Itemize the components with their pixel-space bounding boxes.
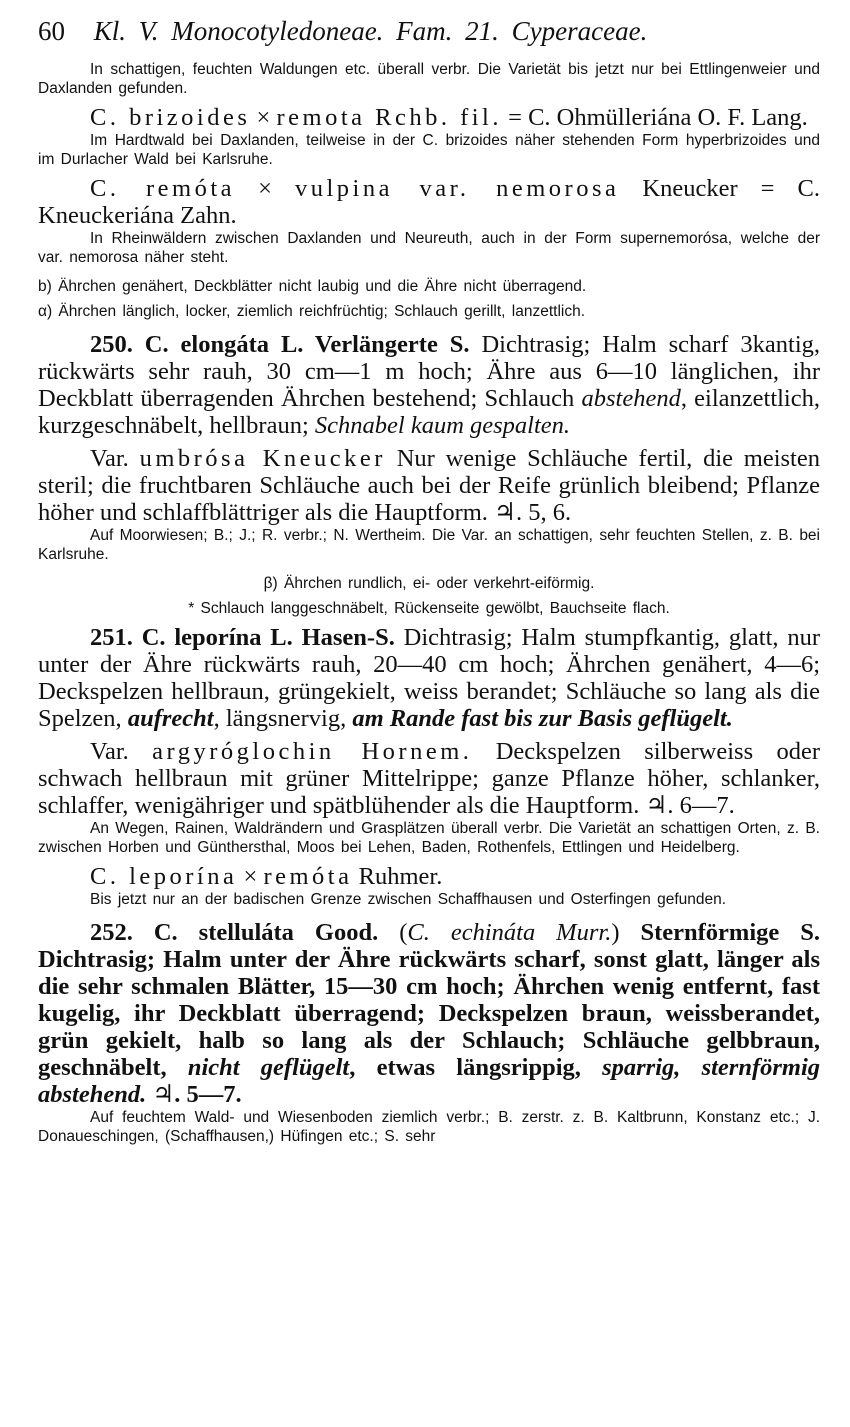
entry-text: , eilanzettlich, kurzgeschnäbelt, hellbraun; <box>38 385 820 439</box>
habitat-note: Im Hardtwald bei Daxlanden, teilweise in der C. brizoides näher stehenden Form hyperbrizoides und im Durlacher Wald bei Karlsruhe. <box>38 132 820 168</box>
habitat-note: Auf Moorwiesen; B.; J.; R. verbr.; N. Wertheim. Die Var. an schattigen, sehr feuchten Stellen, z. B. bei Karlsruhe. <box>38 527 820 563</box>
key-heading: α) Ährchen länglich, locker, ziemlich reichfrüchtig; Schlauch gerillt, lanzettlich. <box>38 303 586 320</box>
page-number: 60 <box>38 16 65 46</box>
hybrid-sign: × <box>237 863 264 890</box>
species-entry-252 <box>38 919 820 1108</box>
key-heading: b) Ährchen genähert, Deckblätter nicht laubig und die Ähre nicht überragend. <box>38 278 587 295</box>
entry-text: Kneucker = C. Kneuckeriána Zahn. <box>38 175 821 229</box>
hybrid-sign: × <box>235 175 295 202</box>
entry-italic: abstehend <box>581 385 681 412</box>
species-name: vulpina var. nemorosa <box>294 175 620 202</box>
entry-text: Dichtrasig; Halm scharf 3kantig, rückwärts sehr rauh, 30 cm—1 m hoch; Ähre aus 6—10 länglichen, ihr Deckblatt überragenden Ährchen bestehend; Schlauch <box>38 331 821 412</box>
habitat-note: An Wegen, Rainen, Waldrändern und Grasplätzen überall verbr. Die Varietät an schattigen Orten, z. B. zwischen Horben und Günthersthal, Moos bei Lehen, Baden, Rothenfels, Ettlingen und Heidelberg. <box>38 820 820 856</box>
habitat-note: In Rheinwäldern zwischen Daxlanden und Neureuth, auch in der Form supernemorósa, welche der var. nemorosa näher steht. <box>38 230 820 266</box>
entry-italic: aufrecht <box>127 705 214 732</box>
hybrid-sign: × <box>250 104 277 131</box>
variety-name: umbrósa Kneucker <box>139 445 386 472</box>
key-heading: * Schlauch langgeschnäbelt, Rückenseite gewölbt, Bauchseite flach. <box>188 600 670 617</box>
entry-text: , längsnervig, <box>213 705 353 732</box>
entry-italic: nicht geflügelt <box>187 1054 350 1081</box>
species-name: C. remóta <box>90 175 236 202</box>
entry-text: , etwas längsrippig, <box>349 1054 603 1081</box>
entry-text: Ruhmer. <box>352 863 443 890</box>
species-heading: 250. C. elongáta L. Verlängerte S. <box>90 331 470 358</box>
species-name: remóta <box>263 863 353 890</box>
entry-text: Dichtrasig; Halm stumpfkantig, glatt, nur unter der Ähre rückwärts rauh, 20—40 cm hoch; Ährchen genähert, 4—6; Deckspelzen hellbraun, grüngekielt, weiss berandet; Schläuche so lang als die Spelzen, <box>38 624 820 732</box>
header-title: Kl. V. Monocotyledoneae. Fam. 21. Cyperaceae. <box>93 16 648 46</box>
species-entry-250 <box>38 331 820 439</box>
running-header <box>38 14 820 48</box>
variety-name: argyróglochin Hornem. <box>152 738 473 765</box>
entry-text: ( <box>378 919 408 946</box>
entry-italic: sparrig, sternförmig abstehend. <box>38 1054 821 1108</box>
hybrid-entry <box>38 863 820 890</box>
entry-text: Var. <box>90 738 153 765</box>
entry-text: = C. Ohmülleriána O. F. Lang. <box>502 104 808 131</box>
synonym: C. echináta Murr. <box>407 919 612 946</box>
species-heading: 251. C. leporína L. Hasen-S. <box>90 624 395 651</box>
habitat-note: Auf feuchtem Wald- und Wiesenboden ziemlich verbr.; B. zerstr. z. B. Kaltbrunn, Konstanz etc.; J. Donaueschingen, (Schaffhausen,) Hüfingen etc.; S. sehr <box>38 1109 820 1145</box>
common-name: Sternförmige S. <box>640 919 820 946</box>
hybrid-entry <box>38 104 820 131</box>
species-entry-251 <box>38 624 820 732</box>
hybrid-entry <box>38 175 820 229</box>
entry-text: Deckspelzen silberweiss oder schwach hellbraun mit grüner Mittelrippe; ganze Pflanze höher, schlanker, schlaffer, wenigähriger und spätblühender als die Hauptform. ♃. 6—7. <box>38 738 820 819</box>
species-name: C. brizoides <box>90 104 251 131</box>
species-heading: 252. C. stelluláta Good. <box>90 919 379 946</box>
entry-text: Nur wenige Schläuche fertil, die meisten steril; die fruchtbaren Schläuche auch bei der Reife grünlich bleibend; Pflanze höher und schlaffblättriger als die Hauptform. ♃. 5, 6. <box>38 445 820 526</box>
variety-entry <box>38 445 820 526</box>
key-heading: β) Ährchen rundlich, ei- oder verkehrt-eiförmig. <box>263 575 595 592</box>
species-name: C. leporína <box>90 863 238 890</box>
entry-text: Var. <box>90 445 140 472</box>
species-name: remota Rchb. fil. <box>276 104 502 131</box>
entry-italic: Schnabel kaum gespalten. <box>314 412 571 439</box>
variety-entry <box>38 738 820 819</box>
entry-text: ♃. 5—7. <box>146 1081 242 1108</box>
entry-text: ) <box>611 919 641 946</box>
entry-italic: am Rande fast bis zur Basis geflügelt. <box>352 705 733 732</box>
habitat-note: Bis jetzt nur an der badischen Grenze zwischen Schaffhausen und Osterfingen gefunden. <box>90 891 727 908</box>
entry-text: Dichtrasig; Halm unter der Ähre rückwärts scharf, sonst glatt, länger als die sehr schmalen Blätter, 15—30 cm hoch; Ährchen wenig entfernt, fast kugelig, ihr Deckblatt überragend; Deckspelzen braun, weissberandet, grün gekielt, halb so lang als der Schlauch; Schläuche gelbbraun, geschnäbelt, <box>38 946 820 1081</box>
habitat-note: In schattigen, feuchten Waldungen etc. überall verbr. Die Varietät bis jetzt nur bei Ettlingenweier und Daxlanden gefunden. <box>38 61 820 97</box>
